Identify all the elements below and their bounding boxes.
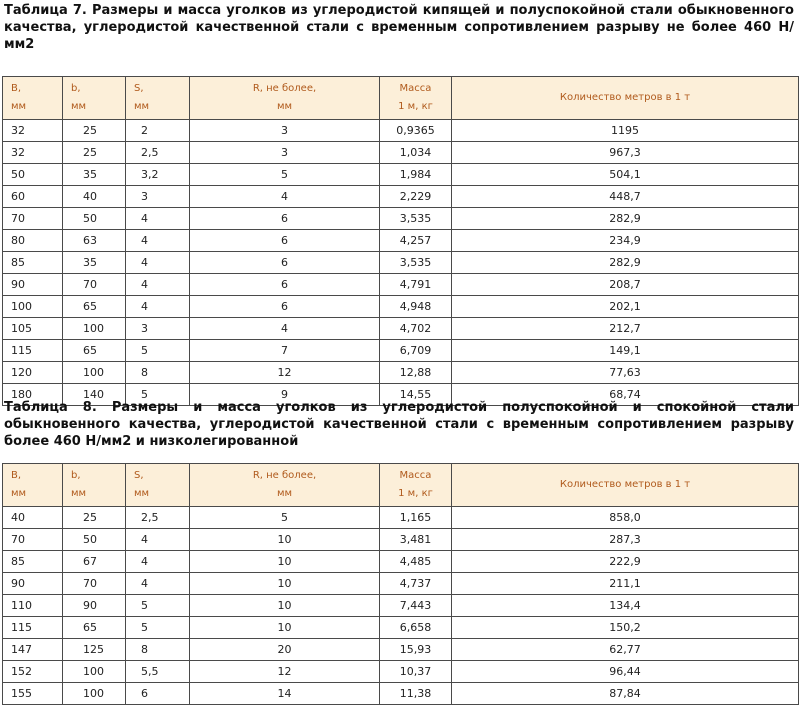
table-cell-col-b: 90 — [3, 274, 63, 296]
table-cell-col-b-small: 100 — [63, 362, 126, 384]
table8-header-col-s — [126, 464, 190, 507]
table-cell-col-r: 12 — [190, 362, 380, 384]
table-cell-col-b-small: 25 — [63, 120, 126, 142]
table8-header-line1: Количество метров в 1 т — [559, 479, 691, 490]
table-cell-col-b-small: 65 — [63, 340, 126, 362]
table-cell-col-s: 4 — [126, 252, 190, 274]
table-cell-col-b: 50 — [3, 164, 63, 186]
table-cell-col-meters-per-ton: 858,0 — [452, 507, 799, 529]
table-cell-col-mass: 4,257 — [380, 230, 452, 252]
table-row — [3, 230, 799, 252]
table-cell-col-b: 85 — [3, 252, 63, 274]
table8-header-col-b-small — [63, 464, 126, 507]
table-cell-col-s: 2 — [126, 120, 190, 142]
table7-header-row — [3, 77, 799, 120]
table-cell-col-s: 5 — [126, 617, 190, 639]
table-row — [3, 529, 799, 551]
table-cell-col-s: 5 — [126, 340, 190, 362]
table-cell-col-r: 10 — [190, 617, 380, 639]
table-cell-col-mass: 0,9365 — [380, 120, 452, 142]
table-cell-col-b: 60 — [3, 186, 63, 208]
table-row — [3, 164, 799, 186]
table-cell-col-mass: 4,791 — [380, 274, 452, 296]
table-cell-col-meters-per-ton: 134,4 — [452, 595, 799, 617]
table8 — [2, 463, 799, 705]
table7-header-line2: мм — [276, 101, 293, 112]
table-cell-col-s: 4 — [126, 274, 190, 296]
table-cell-col-mass: 11,38 — [380, 683, 452, 705]
table-cell-col-b-small: 140 — [63, 384, 126, 406]
table-cell-col-b: 120 — [3, 362, 63, 384]
table-cell-col-s: 5,5 — [126, 661, 190, 683]
table7-header-line1: b, — [71, 83, 81, 94]
table8-header-col-b — [3, 464, 63, 507]
table8-header-line2: мм — [276, 488, 293, 499]
table-cell-col-r: 4 — [190, 318, 380, 340]
table8-header-col-mass — [380, 464, 452, 507]
table-cell-col-mass: 1,984 — [380, 164, 452, 186]
table8-header-line1: B, — [11, 470, 22, 481]
table-cell-col-s: 4 — [126, 551, 190, 573]
table-cell-col-meters-per-ton: 1195 — [452, 120, 799, 142]
table-cell-col-s: 4 — [126, 296, 190, 318]
table-cell-col-b-small: 70 — [63, 573, 126, 595]
table-cell-col-s: 3 — [126, 318, 190, 340]
table-cell-col-meters-per-ton: 212,7 — [452, 318, 799, 340]
table-cell-col-b-small: 100 — [63, 318, 126, 340]
table-cell-col-r: 12 — [190, 661, 380, 683]
table-cell-col-mass: 3,535 — [380, 208, 452, 230]
table-cell-col-b: 32 — [3, 142, 63, 164]
table-row — [3, 274, 799, 296]
table-cell-col-mass: 4,737 — [380, 573, 452, 595]
table-row — [3, 142, 799, 164]
table-cell-col-meters-per-ton: 208,7 — [452, 274, 799, 296]
table-row — [3, 186, 799, 208]
table-cell-col-s: 4 — [126, 208, 190, 230]
table-cell-col-mass: 7,443 — [380, 595, 452, 617]
table7-header-col-mass — [380, 77, 452, 120]
table-cell-col-meters-per-ton: 448,7 — [452, 186, 799, 208]
table-cell-col-mass: 6,709 — [380, 340, 452, 362]
table-row — [3, 296, 799, 318]
table-cell-col-r: 7 — [190, 340, 380, 362]
table-cell-col-b-small: 50 — [63, 208, 126, 230]
table8-header-line1: b, — [71, 470, 81, 481]
table-cell-col-meters-per-ton: 282,9 — [452, 208, 799, 230]
table-cell-col-meters-per-ton: 62,77 — [452, 639, 799, 661]
table-row — [3, 318, 799, 340]
table-cell-col-b-small: 67 — [63, 551, 126, 573]
table7-caption: Таблица 7. Размеры и масса уголков из углеродистой кипящей и полуспокойной стали обыкновенного качества, углеродистой качественной стали с временным сопротивлением разрыву не более 460 Н/мм2 — [4, 3, 794, 52]
table-cell-col-s: 6 — [126, 683, 190, 705]
table-cell-col-meters-per-ton: 211,1 — [452, 573, 799, 595]
table-cell-col-b: 70 — [3, 208, 63, 230]
table-cell-col-meters-per-ton: 87,84 — [452, 683, 799, 705]
table-cell-col-b: 70 — [3, 529, 63, 551]
table-cell-col-r: 6 — [190, 208, 380, 230]
table8-caption: Таблица 8. Размеры и масса уголков из углеродистой полуспокойной и спокойной стали обыкновенного качества, углеродистой качественной стали с временным сопротивлением разрыву более 460 Н/мм2 и низколегированной — [4, 400, 794, 449]
table7-header-col-r — [190, 77, 380, 120]
table-cell-col-mass: 1,165 — [380, 507, 452, 529]
table-cell-col-s: 5 — [126, 595, 190, 617]
table8-header-line2: 1 м, кг — [398, 488, 433, 499]
table-cell-col-mass: 10,37 — [380, 661, 452, 683]
table-cell-col-s: 3,2 — [126, 164, 190, 186]
table7-header-line2: мм — [134, 101, 150, 112]
table-cell-col-r: 6 — [190, 252, 380, 274]
table-cell-col-mass: 4,485 — [380, 551, 452, 573]
table7-header-col-meters-per-ton — [452, 77, 799, 120]
table-cell-col-mass: 15,93 — [380, 639, 452, 661]
table7-header-col-b-small — [63, 77, 126, 120]
table-cell-col-b: 105 — [3, 318, 63, 340]
table-row — [3, 617, 799, 639]
table8-body — [3, 507, 799, 705]
table8-header-line1: R, не более, — [252, 470, 317, 481]
table7-body — [3, 120, 799, 406]
table-cell-col-b: 155 — [3, 683, 63, 705]
table-row — [3, 683, 799, 705]
table-row — [3, 340, 799, 362]
table-row — [3, 661, 799, 683]
table-cell-col-s: 2,5 — [126, 142, 190, 164]
table7-header-line2: мм — [11, 101, 27, 112]
table7-header-line1: Количество метров в 1 т — [559, 92, 691, 103]
table-cell-col-b: 90 — [3, 573, 63, 595]
table-cell-col-b: 80 — [3, 230, 63, 252]
table8-header-line2: мм — [11, 488, 27, 499]
table7-header-line1: R, не более, — [252, 83, 317, 94]
table-row — [3, 208, 799, 230]
table8-header-line2: мм — [71, 488, 87, 499]
table-cell-col-meters-per-ton: 287,3 — [452, 529, 799, 551]
table-cell-col-b: 115 — [3, 617, 63, 639]
table8-header-row — [3, 464, 799, 507]
table8-header-line1: Масса — [399, 470, 432, 481]
table-cell-col-meters-per-ton: 222,9 — [452, 551, 799, 573]
table-cell-col-r: 3 — [190, 120, 380, 142]
table-cell-col-r: 3 — [190, 142, 380, 164]
table-cell-col-b-small: 25 — [63, 142, 126, 164]
table-cell-col-mass: 12,88 — [380, 362, 452, 384]
table-cell-col-meters-per-ton: 282,9 — [452, 252, 799, 274]
table7-header-line1: S, — [134, 83, 144, 94]
table-row — [3, 252, 799, 274]
table-cell-col-b-small: 35 — [63, 164, 126, 186]
table-cell-col-b-small: 70 — [63, 274, 126, 296]
table-row — [3, 507, 799, 529]
table-cell-col-b: 110 — [3, 595, 63, 617]
table-cell-col-b: 147 — [3, 639, 63, 661]
table-row — [3, 573, 799, 595]
table-cell-col-mass: 4,702 — [380, 318, 452, 340]
table-row — [3, 120, 799, 142]
table8-header-line2: мм — [134, 488, 150, 499]
table-row — [3, 362, 799, 384]
table-cell-col-s: 8 — [126, 639, 190, 661]
table-row — [3, 551, 799, 573]
table-cell-col-b: 100 — [3, 296, 63, 318]
table-cell-col-r: 5 — [190, 507, 380, 529]
table7 — [2, 76, 799, 406]
table-cell-col-r: 14 — [190, 683, 380, 705]
table-cell-col-s: 2,5 — [126, 507, 190, 529]
table-cell-col-b: 152 — [3, 661, 63, 683]
table-row — [3, 639, 799, 661]
table-cell-col-meters-per-ton: 150,2 — [452, 617, 799, 639]
table-cell-col-meters-per-ton: 504,1 — [452, 164, 799, 186]
table7-header-line2: мм — [71, 101, 87, 112]
table-cell-col-mass: 4,948 — [380, 296, 452, 318]
table-cell-col-b: 180 — [3, 384, 63, 406]
table-cell-col-meters-per-ton: 149,1 — [452, 340, 799, 362]
table-cell-col-mass: 1,034 — [380, 142, 452, 164]
table-cell-col-r: 6 — [190, 274, 380, 296]
table-cell-col-r: 9 — [190, 384, 380, 406]
table-cell-col-r: 10 — [190, 529, 380, 551]
table-cell-col-b-small: 65 — [63, 296, 126, 318]
table-cell-col-meters-per-ton: 77,63 — [452, 362, 799, 384]
table-cell-col-b: 32 — [3, 120, 63, 142]
table7-header-col-s — [126, 77, 190, 120]
table8-header-col-r — [190, 464, 380, 507]
table-cell-col-r: 4 — [190, 186, 380, 208]
table7-header-col-b — [3, 77, 63, 120]
table-cell-col-r: 10 — [190, 573, 380, 595]
table-cell-col-b: 115 — [3, 340, 63, 362]
table-cell-col-mass: 3,481 — [380, 529, 452, 551]
table-cell-col-b-small: 35 — [63, 252, 126, 274]
table-cell-col-b-small: 100 — [63, 661, 126, 683]
table-cell-col-s: 3 — [126, 186, 190, 208]
table8-header-col-meters-per-ton — [452, 464, 799, 507]
table-cell-col-b-small: 65 — [63, 617, 126, 639]
table7-header-line2: 1 м, кг — [398, 101, 433, 112]
table-cell-col-s: 8 — [126, 362, 190, 384]
table-cell-col-s: 4 — [126, 230, 190, 252]
table-cell-col-r: 6 — [190, 230, 380, 252]
table-cell-col-b-small: 125 — [63, 639, 126, 661]
table-cell-col-b-small: 50 — [63, 529, 126, 551]
table-cell-col-r: 6 — [190, 296, 380, 318]
table-cell-col-r: 10 — [190, 551, 380, 573]
table-cell-col-s: 4 — [126, 573, 190, 595]
table-cell-col-meters-per-ton: 234,9 — [452, 230, 799, 252]
table-cell-col-meters-per-ton: 96,44 — [452, 661, 799, 683]
table-cell-col-b-small: 25 — [63, 507, 126, 529]
table-cell-col-r: 20 — [190, 639, 380, 661]
table-cell-col-r: 5 — [190, 164, 380, 186]
table-cell-col-mass: 3,535 — [380, 252, 452, 274]
table-cell-col-mass: 2,229 — [380, 186, 452, 208]
table-cell-col-s: 5 — [126, 384, 190, 406]
table-cell-col-s: 4 — [126, 529, 190, 551]
table-cell-col-b-small: 63 — [63, 230, 126, 252]
table7-header-line1: Масса — [399, 83, 432, 94]
table-cell-col-mass: 14,55 — [380, 384, 452, 406]
table-cell-col-meters-per-ton: 202,1 — [452, 296, 799, 318]
table8-header-line1: S, — [134, 470, 144, 481]
table-cell-col-b: 85 — [3, 551, 63, 573]
table-cell-col-b-small: 90 — [63, 595, 126, 617]
table-cell-col-mass: 6,658 — [380, 617, 452, 639]
table-row — [3, 595, 799, 617]
table-cell-col-meters-per-ton: 967,3 — [452, 142, 799, 164]
table7-header-line1: B, — [11, 83, 22, 94]
table-cell-col-b-small: 40 — [63, 186, 126, 208]
table-cell-col-b-small: 100 — [63, 683, 126, 705]
table-cell-col-b: 40 — [3, 507, 63, 529]
table-cell-col-r: 10 — [190, 595, 380, 617]
table-cell-col-meters-per-ton: 68,74 — [452, 384, 799, 406]
